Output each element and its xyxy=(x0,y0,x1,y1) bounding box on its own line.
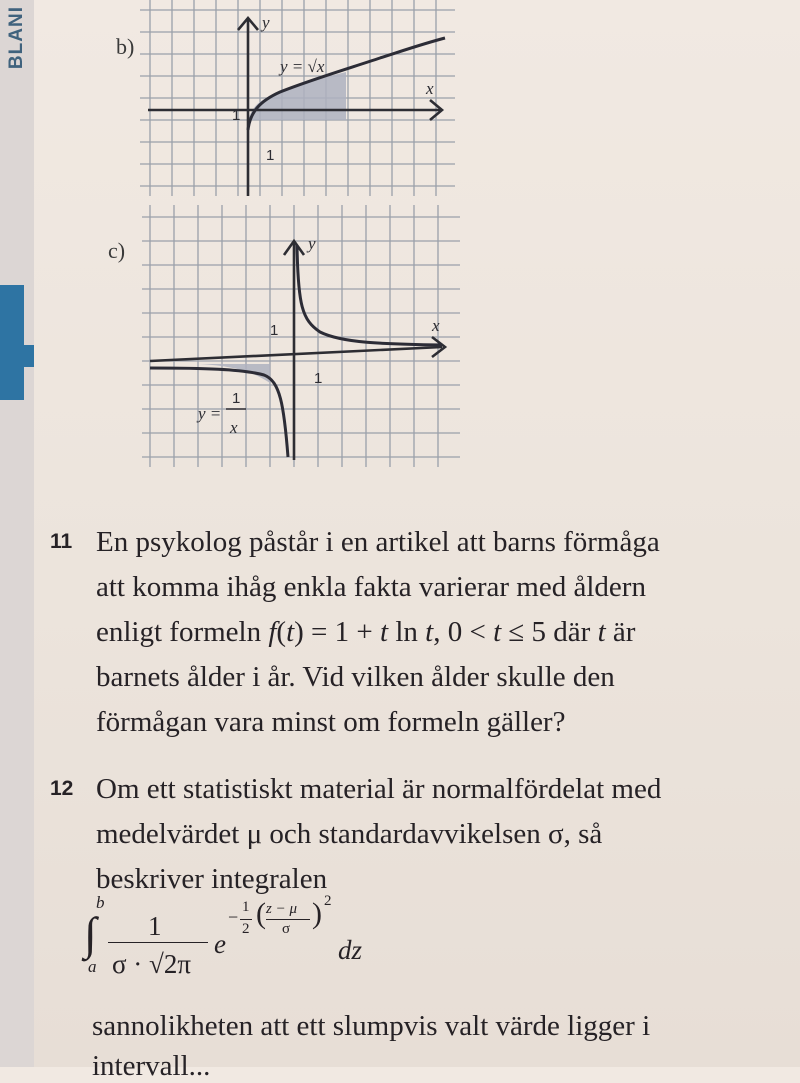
exp-inner-numerator: z − μ xyxy=(266,901,297,917)
problem-12-line-3: beskriver integralen xyxy=(96,863,328,895)
graph-b-label: b) xyxy=(116,34,135,59)
exp-half-bar xyxy=(240,919,252,920)
integral-sign: ∫ xyxy=(84,908,97,959)
exp-half-denominator: 2 xyxy=(242,921,250,937)
graph-c-y-label: y xyxy=(308,234,316,253)
book-spine xyxy=(0,0,34,1067)
problem-11-text xyxy=(96,520,780,745)
problem-12-line-1: Om ett statistiskt material är normalfördelat med xyxy=(96,773,662,805)
spine-label: BLANI xyxy=(6,6,27,70)
graph-b-curve-label: y = √x xyxy=(280,57,325,76)
graph-b-tick-x: 1 xyxy=(266,147,275,164)
problem-11-line-3: enligt formeln f(t) = 1 + t ln t, 0 < t ≤ 5 där t är xyxy=(96,616,636,648)
problem-12-tail-line-1: sannolikheten att ett slumpvis valt värde ligger i xyxy=(92,1010,651,1042)
graph-c-x-axis xyxy=(150,347,442,361)
exp-minus: − xyxy=(228,907,239,927)
graph-b-figure xyxy=(140,0,460,200)
exp-right-paren: ) xyxy=(312,897,322,930)
graph-c-curve-label-y: y = xyxy=(198,404,222,423)
graph-c-curve-positive xyxy=(297,245,442,345)
graph-c-grid xyxy=(142,205,460,467)
integral-lower-limit: a xyxy=(88,957,97,976)
graph-c-curve-label-num: 1 xyxy=(232,390,241,407)
graph-c-tick-x: 1 xyxy=(314,370,323,387)
problem-12-number: 12 xyxy=(50,777,74,800)
problem-11-line-5: förmågan vara minst om formeln gäller? xyxy=(96,706,566,738)
problem-12-text xyxy=(96,767,780,902)
graph-c-tick-y: 1 xyxy=(270,322,279,339)
spine-tab-notch xyxy=(0,345,34,367)
graph-b-y-label: y xyxy=(262,13,270,32)
exp-power: 2 xyxy=(324,893,332,909)
problem-11-line-2: att komma ihåg enkla fakta varierar med åldern xyxy=(96,571,646,603)
integral-fraction-bar xyxy=(108,942,208,943)
graph-c-curve-label-den: x xyxy=(230,418,238,437)
integral-formula xyxy=(86,895,406,990)
problem-12-line-2: medelvärdet μ och standardavvikelsen σ, så xyxy=(96,818,603,850)
problem-11-line-4: barnets ålder i år. Vid vilken ålder skulle den xyxy=(96,661,615,693)
exp-base-e: e xyxy=(214,929,226,959)
exp-half-numerator: 1 xyxy=(242,899,250,915)
problem-12-tail-line-2: intervall... xyxy=(92,1050,211,1082)
problem-11 xyxy=(50,520,780,745)
exp-inner-bar xyxy=(266,919,310,920)
spine-tab xyxy=(0,285,24,400)
integral-numerator: 1 xyxy=(148,911,162,941)
graph-b-x-label: x xyxy=(426,79,434,98)
graph-b-shaded-area xyxy=(248,72,346,120)
graph-c-x-label: x xyxy=(432,316,440,335)
integral-dz: dz xyxy=(338,935,363,965)
exp-inner-denominator: σ xyxy=(282,921,291,937)
problem-11-number: 11 xyxy=(50,530,73,553)
graph-c-figure xyxy=(142,205,467,475)
integral-denominator: σ · √2π xyxy=(112,949,191,979)
problem-12 xyxy=(50,767,780,902)
integral-upper-limit: b xyxy=(96,893,105,912)
graph-b-tick-y: 1 xyxy=(232,107,241,124)
exp-left-paren: ( xyxy=(256,897,266,930)
problem-11-line-1: En psykolog påstår i en artikel att barns förmåga xyxy=(96,526,660,558)
graph-c-label: c) xyxy=(108,238,126,263)
